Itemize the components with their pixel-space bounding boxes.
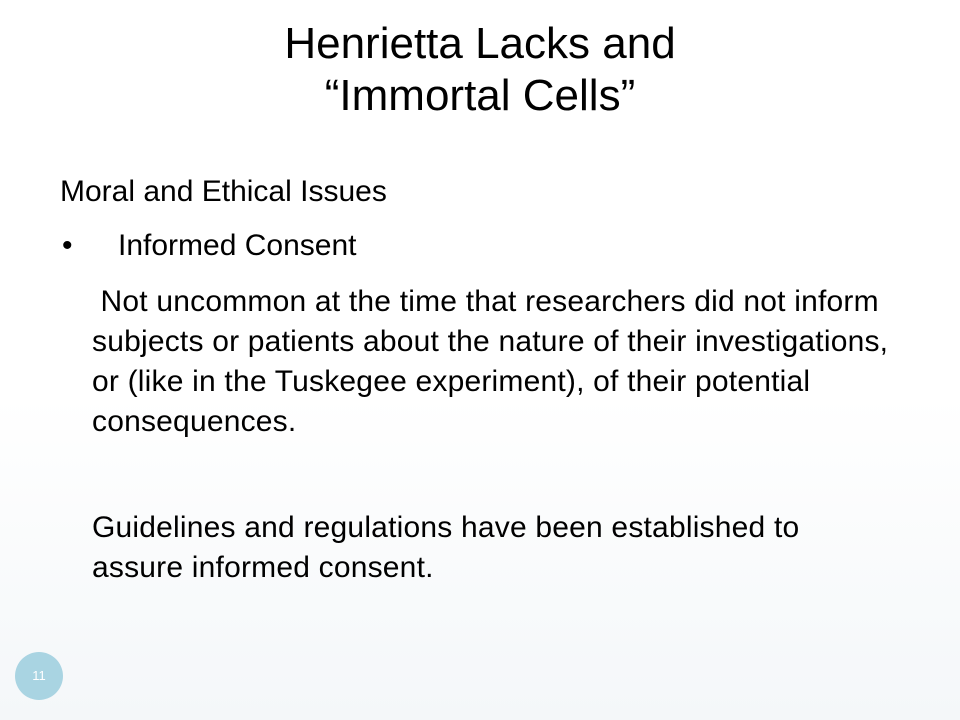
body-paragraph-2: Guidelines and regulations have been established to assure informed consent.: [92, 511, 800, 584]
bullet-icon: •: [62, 229, 73, 262]
body-paragraph-1: Not uncommon at the time that researchers did not inform subjects or patients about the nature of their investigations, or (like in the Tuskegee experiment), of their potential consequences.: [92, 285, 897, 438]
slide-title: [0, 18, 960, 122]
bullet-item-informed-consent: [60, 226, 356, 266]
page-number-badge: 11: [15, 652, 63, 700]
section-heading: Moral and Ethical Issues: [60, 175, 387, 208]
bullet-label: Informed Consent: [118, 229, 357, 262]
title-line-1: Henrietta Lacks and: [284, 19, 676, 68]
title-line-2: “Immortal Cells”: [324, 71, 636, 120]
